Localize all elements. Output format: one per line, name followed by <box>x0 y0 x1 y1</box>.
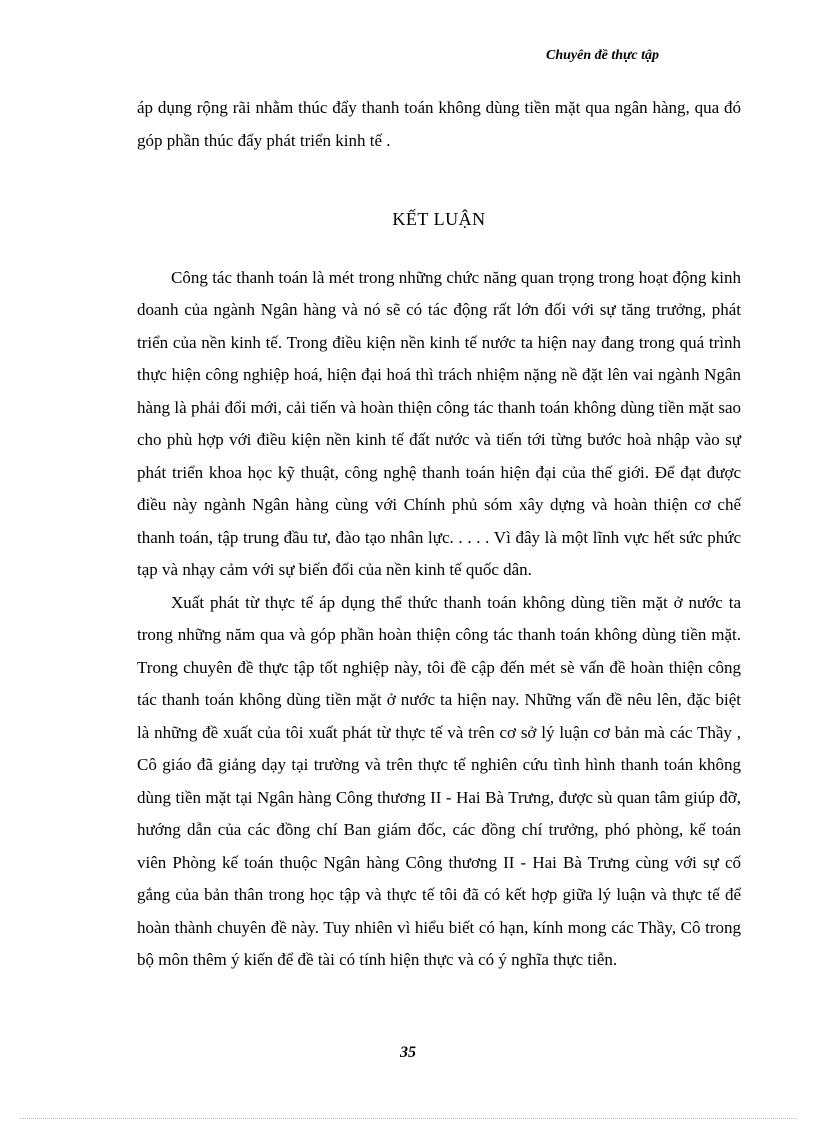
page-bottom-divider <box>20 1118 796 1119</box>
section-title: KẾT LUẬN <box>392 209 486 229</box>
conclusion-paragraph-2: Xuất phát từ thực tế áp dụng thể thức thanh toán không dùng tiền mặt ở nước ta trong những năm qua và góp phần hoàn thiện công tác thanh toán không dùng tiền mặt. Trong chuyên đề thực tập tốt nghiệp này, tôi đề cập đến mét sè vấn đề hoàn thiện công tác thanh toán không dùng tiền mặt ở nước ta hiện nay. Những vấn đề nêu lên, đặc biệt là những đề xuất của tôi xuất phát từ thực tế và trên cơ sở lý luận cơ bản mà các Thầy , Cô giáo đã giảng dạy tại trường và trên thực tế nghiên cứu tình hình thanh toán không dùng tiền mặt tại Ngân hàng Công thương II - Hai Bà Trưng, được sù quan tâm giúp đỡ, hướng dẫn của các đồng chí Ban giám đốc, các đồng chí trưởng, phó phòng, kế toán viên Phòng kế toán thuộc Ngân hàng Công thương II - Hai Bà Trưng cùng với sự cố gắng của bản thân trong học tập và thực tế tôi đã có kết hợp giữa lý luận và thực tế để hoàn thành chuyên đề này. Tuy nhiên vì hiểu biết có hạn, kính mong các Thầy, Cô trong bộ môn thêm ý kiến để đề tài có tính hiện thực và có ý nghĩa thực tiễn. <box>137 592 741 969</box>
running-header-title: Chuyên đề thực tập <box>545 48 659 63</box>
page-number: 35 <box>400 1044 416 1061</box>
page-content <box>137 92 741 977</box>
conclusion-paragraph-1: Công tác thanh toán là mét trong những chức năng quan trọng trong hoạt động kinh doanh của ngành Ngân hàng và nó sẽ có tác động rất lớn đối với sự tăng trưởng, phát triển của nền kinh tế. Trong điều kiện nền kinh tế nước ta hiện nay đang trong quá trình thực hiện công nghiệp hoá, hiện đại hoá thì trách nhiệm nặng nề đặt lên vai ngành Ngân hàng là phải đổi mới, cải tiến và hoàn thiện công tác thanh toán không dùng tiền mặt sao cho phù hợp với điều kiện nền kinh tế đất nước và tiến tới từng bước hoà nhập vào sự phát triển khoa học kỹ thuật, công nghệ thanh toán hiện đại của thế giới. Để đạt được điều này ngành Ngân hàng cùng với Chính phủ sóm xây dựng và hoàn thiện cơ chế thanh toán, tập trung đầu tư, đào tạo nhân lực. . . . . Vì đây là một lĩnh vực hết sức phức tạp và nhạy cảm với sự biến đổi của nền kinh tế quốc dân. <box>137 267 741 579</box>
continued-paragraph: áp dụng rộng rãi nhằm thúc đẩy thanh toán không dùng tiền mặt qua ngân hàng, qua đó góp phần thúc đẩy phát triển kinh tế . <box>137 98 741 150</box>
